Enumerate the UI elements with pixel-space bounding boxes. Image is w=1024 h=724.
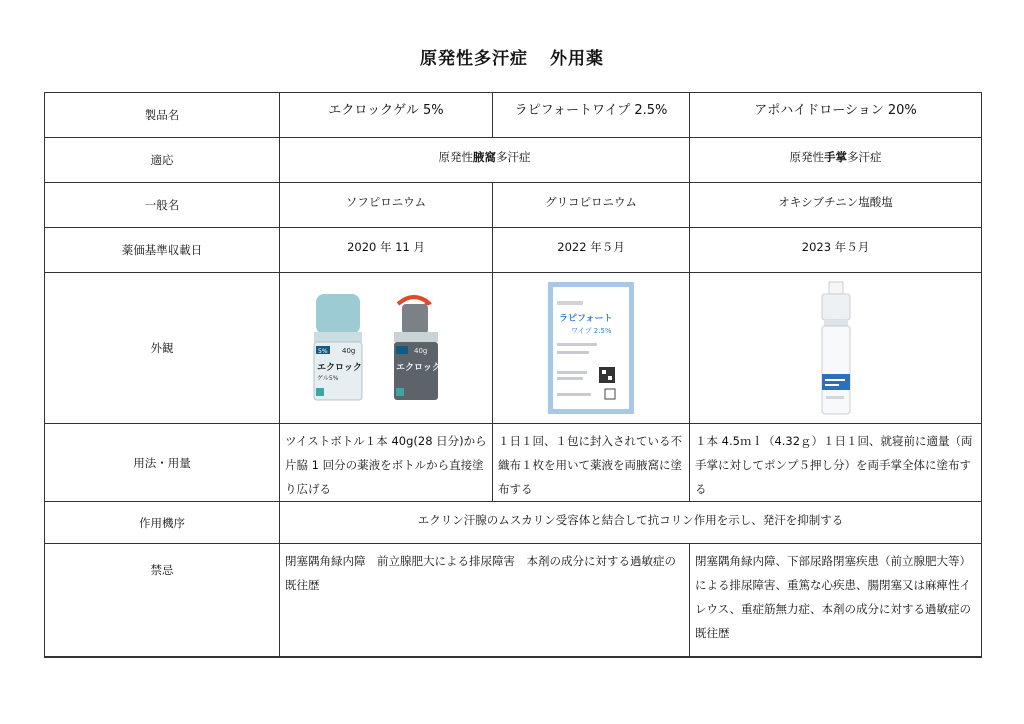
row-generic: [45, 183, 982, 228]
row-product-name: [45, 93, 982, 138]
mechanism-text: エクリン汗腺のムスカリン受容体と結合して抗コリン作用を示し、発汗を抑制する: [280, 502, 982, 544]
generic-1: ソフピロニウム: [280, 183, 493, 228]
apohide-lotion-image: [816, 278, 856, 418]
row-appearance: [45, 273, 982, 424]
product-name-3: アポハイドローション 20%: [690, 93, 982, 138]
svg-text:ゲル5%: ゲル5%: [317, 375, 339, 382]
svg-text:40g: 40g: [342, 347, 356, 355]
generic-3: オキシブチニン塩酸塩: [690, 183, 982, 228]
row-mechanism: [45, 502, 982, 544]
label-product: 製品名: [45, 93, 280, 138]
row-contraindication: [45, 544, 982, 658]
row-listing-date: [45, 228, 982, 273]
label-appearance: 外観: [45, 273, 280, 424]
image-rapifort: [493, 273, 690, 424]
svg-text:エクロック: エクロック: [317, 363, 362, 373]
indication-axilla: 原発性腋窩多汗症: [280, 138, 690, 183]
rapifort-wipe-image: [547, 281, 635, 415]
svg-text:ラピフォート: ラピフォート: [559, 314, 613, 324]
contraindication-3: 閉塞隅角緑内障、下部尿路閉塞疾患（前立腺肥大等）による排尿障害、重篤な心疾患、腸閉塞又は麻痺性イレウス、重症筋無力症、本剤の成分に対する過敏症の既往歴: [690, 544, 982, 658]
dosage-1: ツイストボトル１本 40g(28 日分)から片脇 1 回分の薬液をボトルから直接塗り広げる: [280, 424, 493, 502]
generic-2: グリコピロニウム: [493, 183, 690, 228]
page-title: 原発性多汗症 外用薬: [420, 49, 604, 69]
svg-text:エクロック: エクロック: [396, 363, 441, 373]
label-listing-date: 薬価基準収載日: [45, 228, 280, 273]
product-name-2: ラピフォートワイプ 2.5%: [493, 93, 690, 138]
row-dosage: [45, 424, 982, 502]
label-indication: 適応: [45, 138, 280, 183]
contraindication-1-2: 閉塞隅角緑内障 前立腺肥大による排尿障害 本剤の成分に対する過敏症の既往歴: [280, 544, 690, 658]
image-apohide: [690, 273, 982, 424]
dosage-3: １本 4.5ｍｌ（4.32ｇ）１日１回、就寝前に適量（両手掌に対してポンプ５押し分）を両手掌全体に塗布する: [690, 424, 982, 502]
product-name-1: エクロックゲル 5%: [280, 93, 493, 138]
svg-text:5%: 5%: [318, 348, 328, 355]
label-generic: 一般名: [45, 183, 280, 228]
date-1: 2020 年 11 月: [280, 228, 493, 273]
svg-text:40g: 40g: [414, 347, 428, 355]
indication-palm: 原発性手掌多汗症: [690, 138, 982, 183]
date-2: 2022 年５月: [493, 228, 690, 273]
label-mechanism: 作用機序: [45, 502, 280, 544]
image-ecclock: [280, 273, 493, 424]
ecclock-bottles-image: [306, 288, 466, 408]
row-indication: [45, 138, 982, 183]
label-contraindication: 禁忌: [45, 544, 280, 658]
label-dosage: 用法・用量: [45, 424, 280, 502]
svg-text:ワイプ 2.5%: ワイプ 2.5%: [571, 327, 612, 335]
comparison-table: [44, 92, 982, 658]
date-3: 2023 年５月: [690, 228, 982, 273]
dosage-2: １日１回、１包に封入されている不織布１枚を用いて薬液を両腋窩に塗布する: [493, 424, 690, 502]
